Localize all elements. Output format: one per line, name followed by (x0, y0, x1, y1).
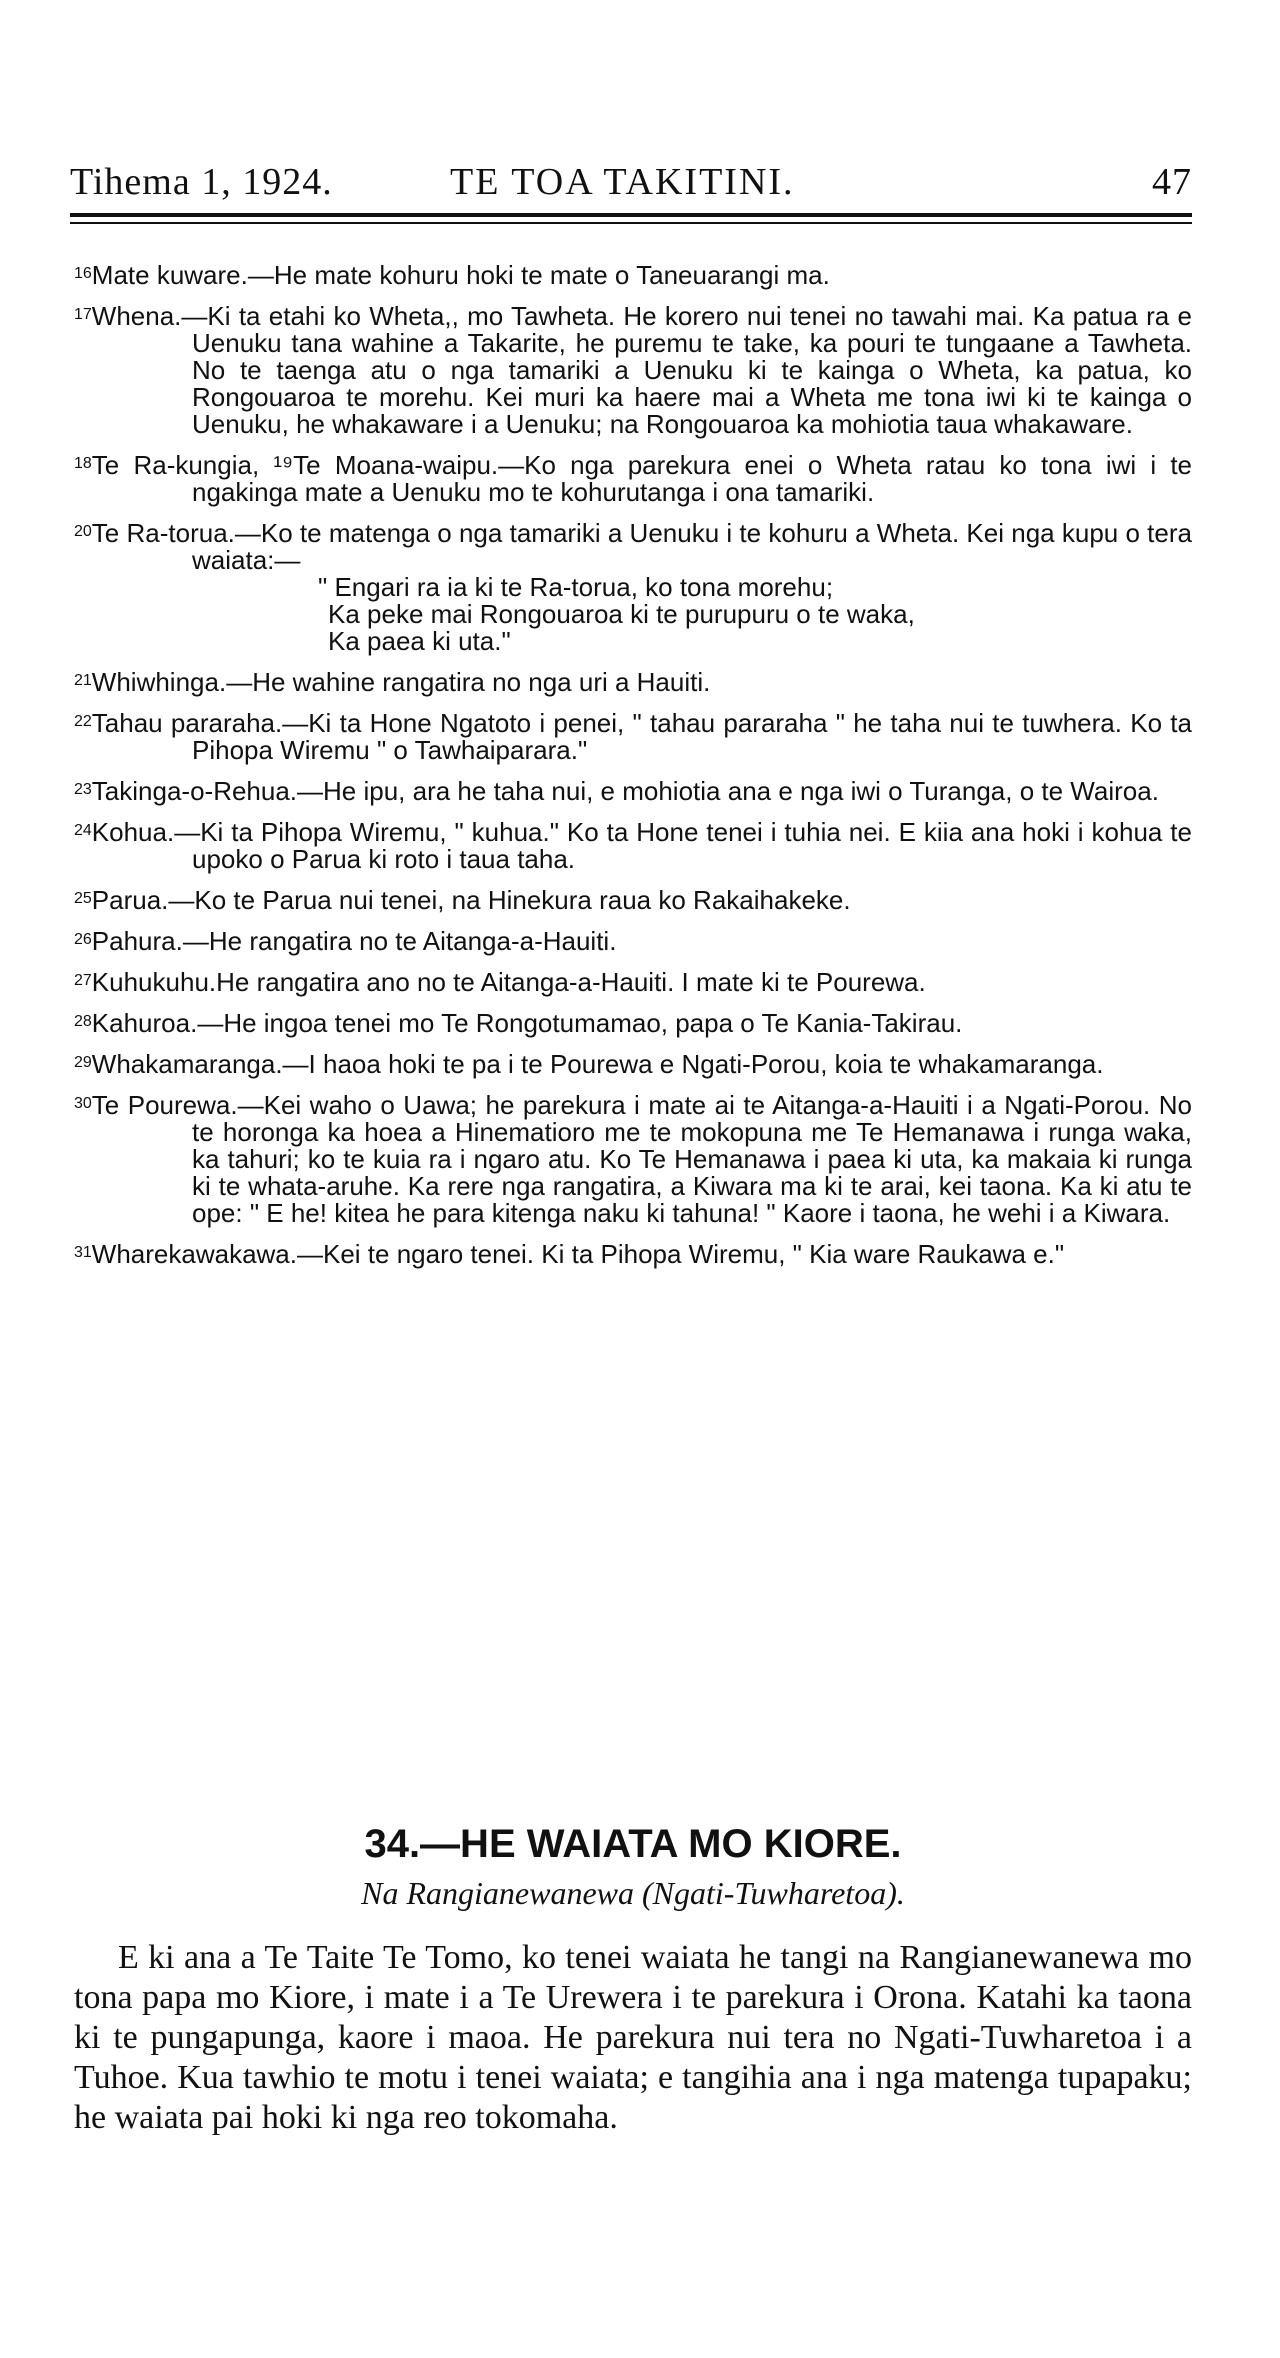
note-number: 24 (74, 822, 92, 839)
note-text: Whiwhinga.—He wahine rangatira no nga uri a Hauiti. (91, 667, 711, 697)
verse-line-3: Ka paea ki uta." (328, 626, 511, 656)
verse-line-2: Ka peke mai Rongouaroa ki te purupuru o te waka, (328, 599, 915, 629)
note-text: Tahau pararaha.—Ki ta Hone Ngatoto i penei, " tahau pararaha " he taha nui te tuwhera. Ko ta Pihopa Wiremu " o Tawhaipararа." (91, 708, 1192, 765)
note-number: 20 (74, 523, 92, 540)
note-text: Mate kuware.—He mate kohuru hoki te mate o Taneuarangi ma. (91, 260, 830, 290)
song-section (74, 1822, 1192, 2172)
note-21 (74, 669, 1192, 696)
footnotes (74, 262, 1192, 1282)
note-text: Te Pourewa.—Kei waho o Uawa; he parekura i mate ai te Aitanga-a-Hauiti i a Ngati-Porou. No te horonga ka hoea a Hinematioro me te mokopuna me Te Hemanawa i runga waka, ka tahuri; ko te kuia ra i ngaro atu. Ko Te Hemanawa i paea ki uta, ka makaia ki runga ki te whata-aruhe. Ka rere nga rangatira, a Kiwara ma ki te arai, kei taona. Ka ki atu te ope: " E he! kitea he para kitenga naku ki tahuna! " Kaore i taona, he wehi i a Kiwara. (91, 1090, 1192, 1228)
note-text: Te Ra-kungia, ¹⁹Te Moana-waipu.—Ko nga parekura enei o Wheta ratau ko tona iwi i te ngakinga mate a Uenuku mo te kohurutanga i ona tamariki. (91, 450, 1192, 507)
note-number: 27 (74, 972, 92, 989)
note-number: 28 (74, 1013, 92, 1030)
note-number: 21 (74, 672, 92, 689)
header-date: Tihema 1, 1924. (70, 161, 333, 203)
verse-line-1: " Engari ra ia ki te Ra-torua, ko tona morehu; (318, 572, 834, 602)
note-22 (74, 710, 1192, 764)
note-number: 29 (74, 1054, 92, 1071)
note-number: 17 (74, 306, 92, 323)
note-number: 25 (74, 890, 92, 907)
note-text: Takinga-o-Rehua.—He ipu, ara he taha nui, e mohiotia ana e nga iwi o Turanga, o te Wairoa. (91, 776, 1159, 806)
note-number: 26 (74, 931, 92, 948)
note-17 (74, 303, 1192, 438)
note-text: Kohua.—Ki ta Pihopa Wiremu, " kuhua." Ko ta Hone tenei i tuhia nei. E kiia ana hoki i kohua te upoko o Parua ki roto i taua taha. (91, 817, 1192, 874)
note-text: Whakamaranga.—I haoa hoki te pa i te Pourewa e Ngati-Porou, koia te whakamaranga. (91, 1049, 1104, 1079)
quoted-verse (192, 574, 1192, 655)
page-number: 47 (1152, 161, 1192, 203)
section-heading: 34.—HE WAIATA MO KIORE. (364, 1822, 902, 1866)
note-number: 30 (74, 1095, 92, 1112)
note-text: Te Ra-torua.—Ko te matenga o nga tamariki a Uenuku i te kohuru a Wheta. Kei nga kupu o tera waiata:— (91, 518, 1192, 575)
journal-title: TE TOA TAKITINI. (450, 161, 795, 203)
note-number: 22 (74, 713, 92, 730)
note-text: Kuhukuhu.He rangatira ano no te Aitanga-a-Hauiti. I mate ki te Pourewa. (91, 967, 926, 997)
section-intro: E ki ana a Te Taite Te Tomo, ko tenei waiata he tangi na Rangianewanewa mo tona papa mo Kiore, i mate i a Te Urewera i te parekura i Orona. Katahi ka taona ki te pungapunga, kaore i maoa. He parekura nui tera no Ngati-Tuwharetoa i a Tuhoe. Kua tawhio te motu i tenei waiata; e tangihia ana i nga matenga tupapaku; he waiata pai hoki ki nga reo tokomaha. (74, 1939, 1192, 2136)
note-25 (74, 887, 1192, 914)
section-byline: Na Rangianewanewa (Ngati-Tuwharetoa). (361, 1875, 905, 1911)
note-29 (74, 1051, 1192, 1078)
note-text: Wharekawakawa.—Kei te ngaro tenei. Ki ta Pihopa Wiremu, " Kia ware Raukawa e." (91, 1239, 1065, 1269)
note-number: 18 (74, 455, 92, 472)
note-26 (74, 928, 1192, 955)
note-16 (74, 262, 1192, 289)
header-rule-thick (70, 213, 1192, 217)
note-30 (74, 1092, 1192, 1227)
note-23 (74, 778, 1192, 805)
note-text: Pahura.—He rangatira no te Aitanga-a-Hauiti. (91, 926, 617, 956)
note-text: Kahuroa.—He ingoa tenei mo Te Rongotumamao, papa o Te Kania-Takirau. (91, 1008, 963, 1038)
note-text: Parua.—Ko te Parua nui tenei, na Hinekura raua ko Rakaihakeke. (91, 885, 851, 915)
note-31 (74, 1241, 1192, 1268)
note-27 (74, 969, 1192, 996)
note-28 (74, 1010, 1192, 1037)
note-18 (74, 452, 1192, 506)
note-number: 23 (74, 781, 92, 798)
note-24 (74, 819, 1192, 873)
note-number: 16 (74, 265, 92, 282)
note-20 (74, 520, 1192, 655)
note-number: 31 (74, 1244, 92, 1261)
note-text: Whena.—Ki ta etahi ko Wheta,, mo Tawheta. He korero nui tenei no tawahi mai. Ka patua ra e Uenuku tana wahine a Takarite, he puremu te take, ka pouri te tungaane a Tawheta. No te taenga atu o nga tamariki a Uenuku ki te kainga o Wheta, ka patua, ko Rongouaroa te morehu. Kei muri ka haere mai a Wheta me tona iwi ki te kainga o Uenuku, he whakaware i a Uenuku; na Rongouaroa ka mohiotia taua whakaware. (91, 301, 1192, 439)
page-header (70, 160, 1192, 210)
header-rule-thin (70, 222, 1192, 224)
